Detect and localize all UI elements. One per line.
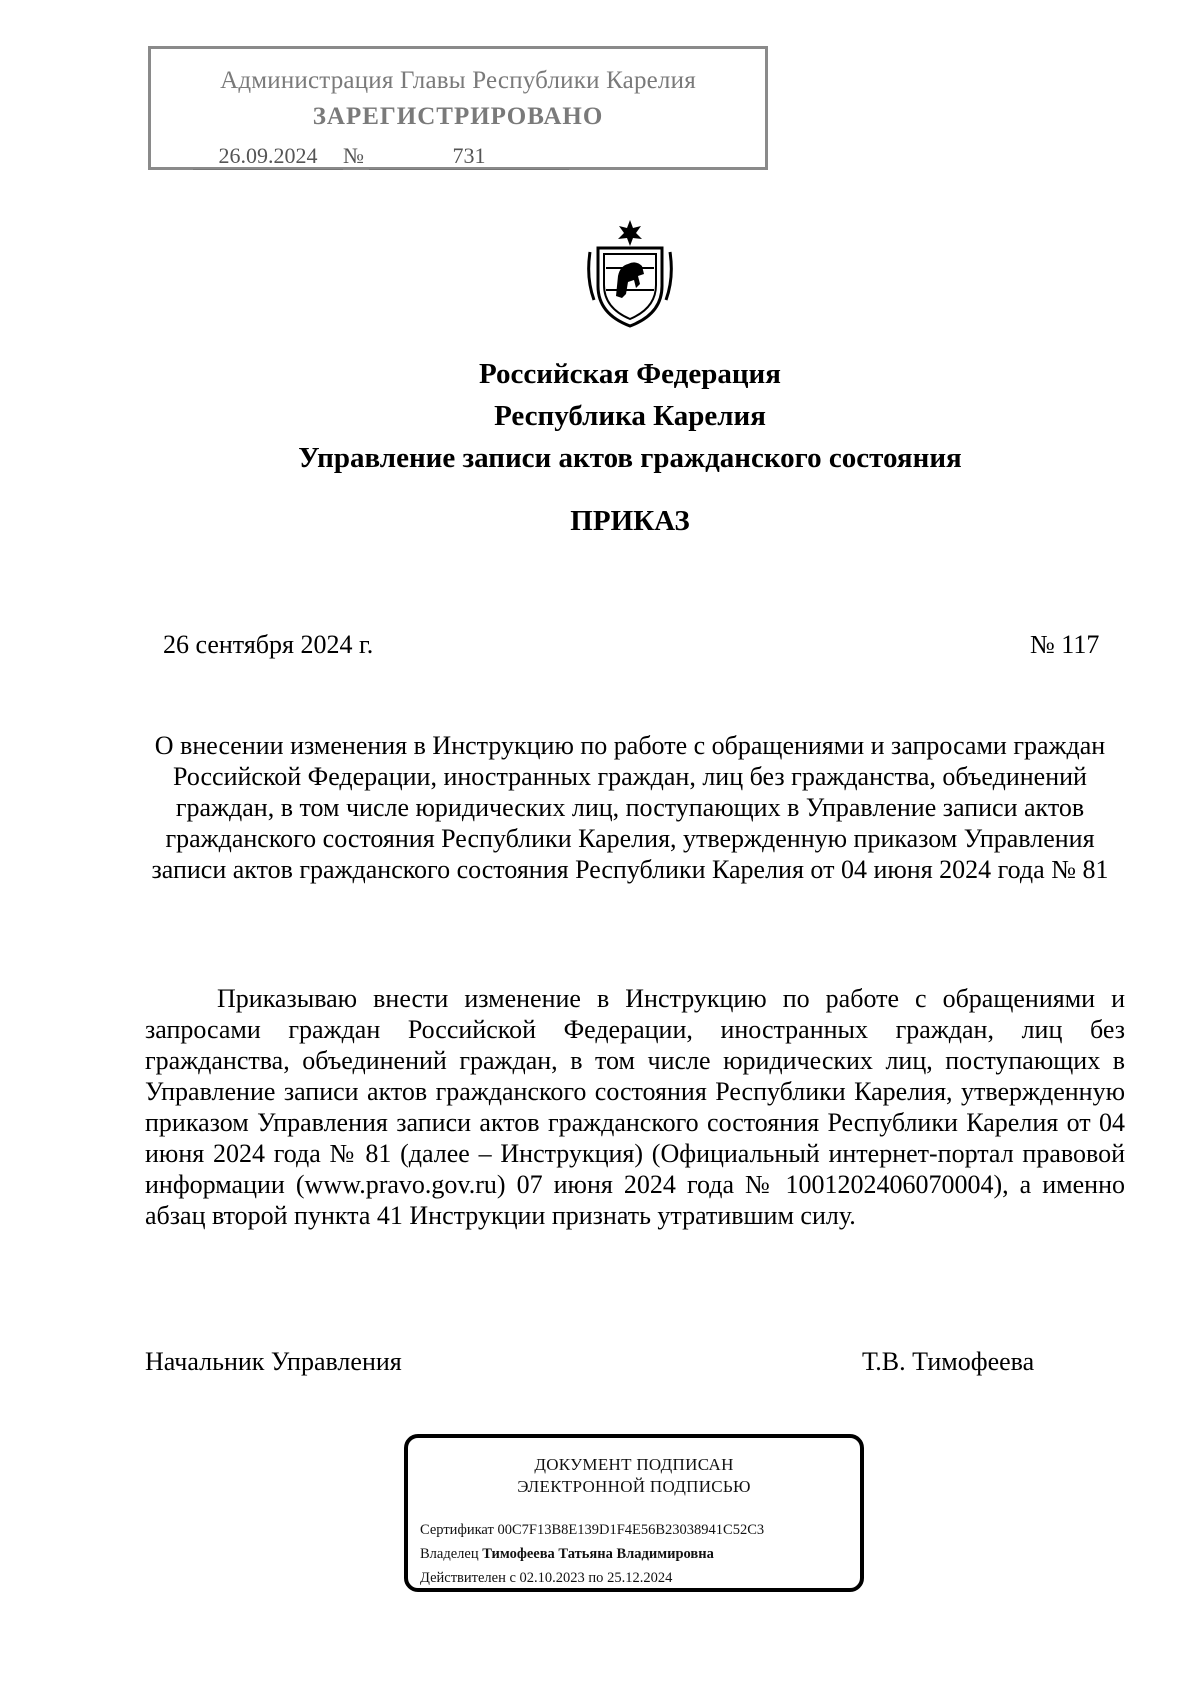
order-number: № 117 <box>1030 630 1100 659</box>
header-region: Республика Карелия <box>494 400 766 432</box>
registration-stamp <box>148 46 768 170</box>
signatory-position: Начальник Управления <box>145 1347 402 1376</box>
header-country: Российская Федерация <box>479 358 781 390</box>
electronic-signature-stamp <box>404 1434 864 1592</box>
document-type: ПРИКАЗ <box>570 505 690 537</box>
esign-owner <box>420 1546 714 1563</box>
esign-valid-from: 02.10.2023 <box>519 1570 585 1586</box>
esign-owner-label: Владелец <box>420 1546 479 1562</box>
registration-authority: Администрация Главы Республики Карелия <box>220 67 696 94</box>
esign-title-line1: ДОКУМЕНТ ПОДПИСАН <box>534 1455 734 1474</box>
signatory-name: Т.В. Тимофеева <box>862 1347 1035 1376</box>
esign-owner-value: Тимофеева Татьяна Владимировна <box>482 1546 714 1562</box>
order-subject: О внесении изменения в Инструкцию по работе с обращениями и запросами граждан Российской Федерации, иностранных граждан, лиц без гражданства, объединений граждан, в том числе юридических лиц, поступающих в Управление записи актов гражданского состояния Республики Карелия, утвержденную приказом Управления записи актов гражданского состояния Республики Карелия от 04 июня 2024 года № 81 <box>151 731 1109 884</box>
registration-date: 26.09.2024 <box>193 143 343 170</box>
esign-validity <box>420 1570 672 1587</box>
esign-certificate-value: 00C7F13B8E139D1F4E56B23038941C52C3 <box>497 1522 765 1538</box>
coat-of-arms-karelia-icon <box>584 218 676 328</box>
esign-title-line2: ЭЛЕКТРОННОЙ ПОДПИСЬЮ <box>517 1477 751 1496</box>
esign-valid-to: 25.12.2024 <box>607 1570 673 1586</box>
registration-status: ЗАРЕГИСТРИРОВАНО <box>312 103 604 130</box>
registration-number-sign: № <box>343 143 364 168</box>
esign-valid-to-label: по <box>588 1570 604 1586</box>
order-date: 26 сентября 2024 г. <box>163 630 374 659</box>
header-agency: Управление записи актов гражданского состояния <box>298 442 962 474</box>
registration-number: 731 <box>369 143 569 170</box>
esign-certificate <box>420 1522 764 1539</box>
esign-valid-label: Действителен с <box>420 1570 516 1586</box>
esign-certificate-label: Сертификат <box>420 1522 494 1538</box>
esign-title <box>408 1454 860 1498</box>
order-body: Приказываю внести изменение в Инструкцию по работе с обращениями и запросами граждан Российской Федерации, иностранных граждан, лиц без гражданства, объединений граждан, в том числе юридических лиц, поступающих в Управление записи актов гражданского состояния Республики Карелия, утвержденную приказом Управления записи актов гражданского состояния Республики Карелия от 04 июня 2024 года № 81 (далее – Инструкция) (Официальный интернет-портал правовой информации (www.pravo.gov.ru) 07 июня 2024 года № 1001202406070004), а именно абзац второй пункта 41 Инструкции признать утратившим силу. <box>145 984 1125 1230</box>
